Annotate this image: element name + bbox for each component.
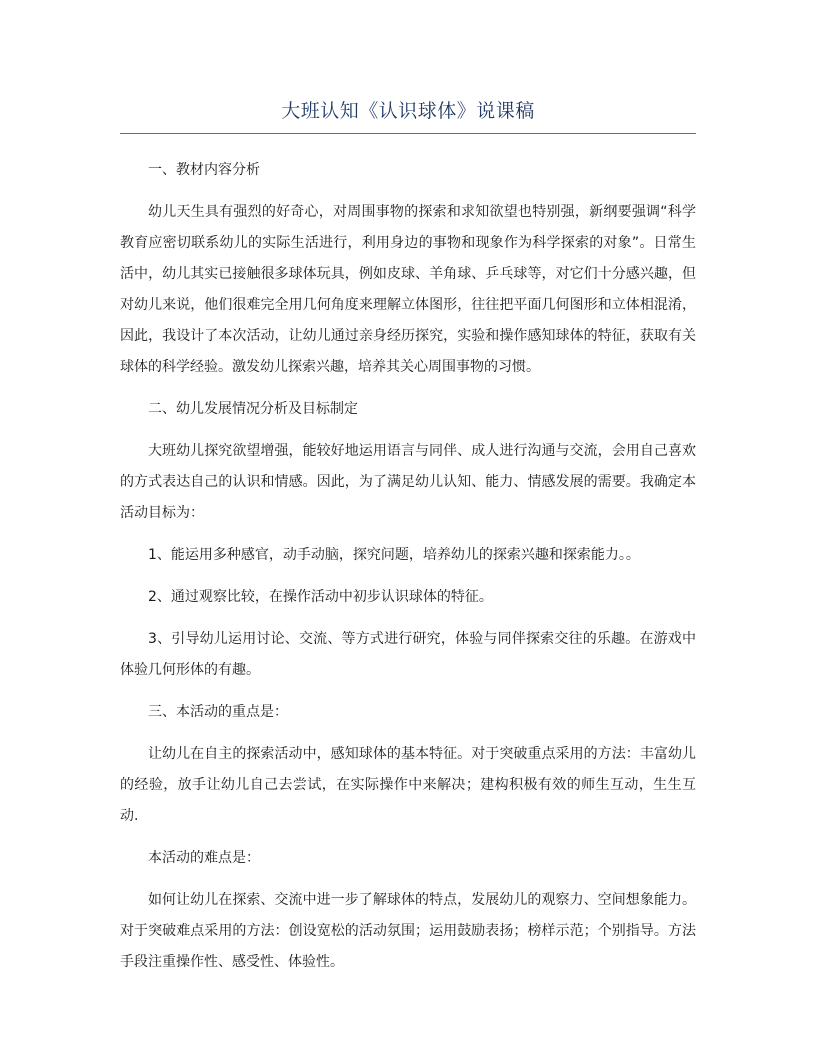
body-paragraph: 3、引导幼儿运用讨论、交流、等方式进行研究，体验与同伴探索交往的乐趣。在游戏中体验几何形体的有趣。 [120, 631, 696, 678]
body-paragraph: 让幼儿在自主的探索活动中，感知球体的基本特征。对于突破重点采用的方法：丰富幼儿的经验，放手让幼儿自己去尝试，在实际操作中来解决；建构积极有效的师生互动，生生互动. [120, 746, 696, 824]
body-paragraph: 大班幼儿探究欲望增强，能较好地运用语言与同伴、成人进行沟通与交流，会用自己喜欢的方式表达自己的认识和情感。因此，为了满足幼儿认知、能力、情感发展的需要。我确定本活动目标为： [120, 443, 696, 521]
section-heading: 三、本活动的重点是： [148, 704, 288, 720]
body-paragraph: 2、通过观察比较，在操作活动中初步认识球体的特征。 [148, 589, 493, 605]
section-heading: 二、幼儿发展情况分析及目标制定 [148, 401, 358, 417]
body-paragraph: 如何让幼儿在探索、交流中进一步了解球体的特点，发展幼儿的观察力、空间想象能力。对于突破难点采用的方法：创设宽松的活动氛围；运用鼓励表扬；榜样示范；个别指导。方法手段注重操作性、感受性、体验性。 [120, 892, 696, 970]
body-paragraph: 1、能运用多种感官，动手动脑，探究问题，培养幼儿的探索兴趣和探索能力。。 [148, 547, 640, 563]
section-heading: 本活动的难点是： [148, 850, 260, 866]
body-paragraph: 幼儿天生具有强烈的好奇心，对周围事物的探索和求知欲望也特别强，新纲要强调“科学教育应密切联系幼儿的实际生活进行，利用身边的事物和现象作为科学探索的对象”。日常生活中，幼儿其实已接触很多球体玩具，例如皮球、羊角球、乒乓球等，对它们十分感兴趣，但对幼儿来说，他们很难完全用几何角度来理解立体图形，往往把平面几何图形和立体相混淆，因此，我设计了本次活动，让幼儿通过亲身经历探究，实验和操作感知球体的特征，获取有关球体的科学经验。激发幼儿探索兴趣，培养其关心周围事物的习惯。 [120, 204, 696, 375]
title-underline [120, 133, 696, 134]
section-heading: 一、教材内容分析 [148, 162, 260, 178]
document-body [120, 155, 696, 989]
document-title: 大班认知《认识球体》说课稿 [281, 100, 535, 122]
